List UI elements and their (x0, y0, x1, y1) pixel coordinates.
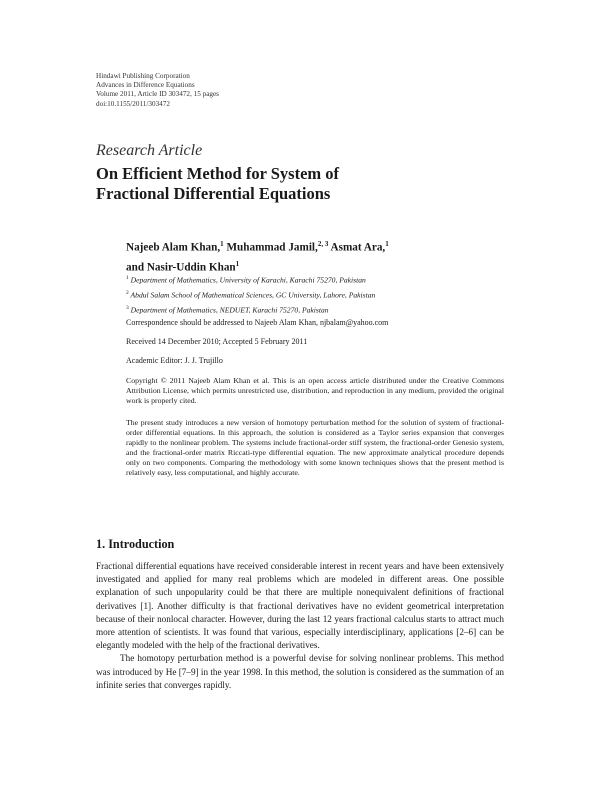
publisher-name: Hindawi Publishing Corporation (96, 72, 190, 80)
journal-name: Advances in Difference Equations (96, 81, 195, 90)
author-list (126, 236, 504, 275)
volume-info: Volume 2011, Article ID 303472, 15 pages (96, 90, 219, 99)
title-line-1: On Efficient Method for System of (96, 164, 340, 183)
article-type: Research Article (96, 142, 203, 159)
doi: doi:10.1155/2011/303472 (96, 99, 170, 108)
abstract: The present study introduces a new version of homotopy perturbation method for the solution of system of fractional-order differential equations. In this approach, the solution is considered as a Taylor series expansion that converges rapidly to the nonlinear problem. The systems include fractional-order stiff system, the fractional-order Genesio system, and the fractional-order matrix Riccati-type differential equation. The new approximate analytical procedure depends only on two components. Comparing the methodology with some known techniques shows that the present method is relatively easy, less computational, and highly accurate. (126, 418, 504, 477)
correspondence-note: Correspondence should be addressed to Najeeb Alam Khan, njbalam@yahoo.com (126, 318, 389, 327)
affiliation (126, 287, 504, 302)
author-affiliation-mark: 1 (235, 259, 240, 268)
author-affiliation-mark: 2, 3 (317, 240, 329, 248)
author-name: Muhammad Jamil, (226, 241, 318, 254)
affiliation-text: Department of Mathematics, NEDUET, Karachi 75270, Pakistan (130, 305, 329, 315)
body-text (96, 560, 504, 692)
academic-editor: Academic Editor: J. J. Trujillo (126, 356, 223, 365)
affiliation-number: 1 (126, 275, 129, 281)
author-affiliation-mark: 1 (220, 240, 224, 248)
author-affiliation-mark: 1 (385, 240, 389, 248)
paragraph: Fractional differential equations have received considerable interest in recent years and have been extensively investigated and applied for many real problems which are modeled in different areas. One possible explanation of such unpopularity could be that there are multiple nonequivalent definitions of fractional derivatives [1]. Another difficulty is that fractional derivatives have no evident geometrical interpretation because of their nonlocal character. However, during the last 12 years fractional calculus starts to attract much more attention of scientists. It was found that various, especially interdisciplinary, applications [2–6] can be elegantly modeled with the help of the fractional derivatives. (96, 561, 504, 651)
received-accepted-dates: Received 14 December 2010; Accepted 5 February 2011 (126, 337, 308, 346)
journal-masthead (96, 72, 219, 109)
title-line-2: Fractional Differential Equations (96, 184, 331, 203)
author-name: Najeeb Alam Khan, (126, 241, 221, 254)
article-title (96, 164, 516, 204)
affiliation-list (126, 272, 504, 317)
affiliation (126, 302, 504, 317)
affiliation-number: 2 (126, 290, 129, 297)
copyright-notice: Copyright © 2011 Najeeb Alam Khan et al. This is an open access article distributed under the Creative Commons Attribution License, which permits unrestricted use, distribution, and reproduction in any medium, provided the original work is properly cited. (126, 376, 504, 405)
affiliation-text: Department of Mathematics, University of Karachi, Karachi 75270, Pakistan (130, 275, 366, 285)
author-name: Asmat Ara, (330, 241, 386, 254)
section-heading: 1. Introduction (96, 537, 175, 551)
author-name: and Nasir-Uddin Khan (126, 261, 236, 274)
paragraph: The homotopy perturbation method is a powerful devise for solving nonlinear problems. This method was introduced by He [7–9] in the year 1998. In this method, the solution is considered as the summation of an infinite series that converges rapidly. (96, 653, 504, 690)
affiliation (126, 272, 504, 287)
affiliation-number: 3 (126, 305, 129, 312)
affiliation-text: Abdul Salam School of Mathematical Sciences, GC University, Lahore, Pakistan (130, 290, 376, 300)
